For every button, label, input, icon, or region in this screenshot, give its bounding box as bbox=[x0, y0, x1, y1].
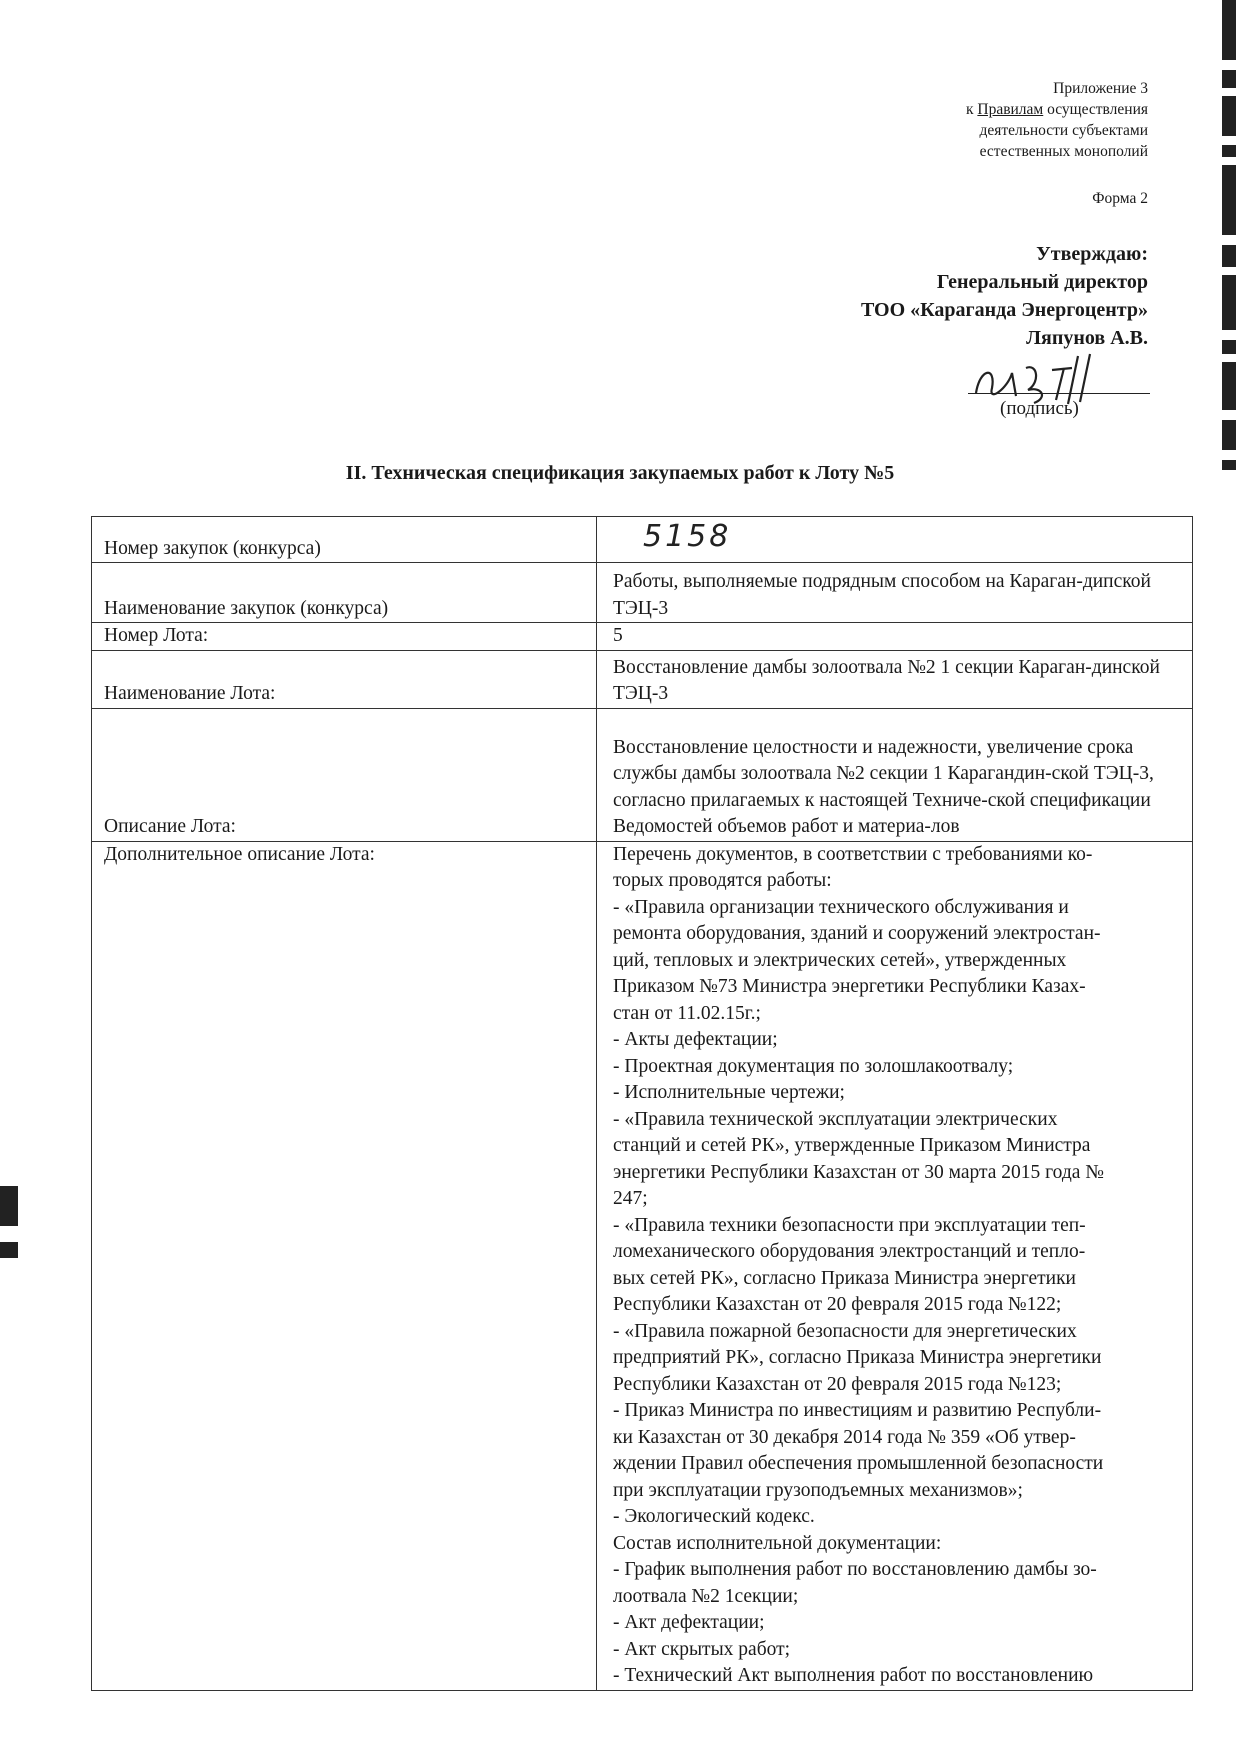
rules-link: Правилам bbox=[977, 101, 1044, 118]
row-value bbox=[597, 841, 1193, 1690]
row-label: Описание Лота: bbox=[92, 708, 597, 841]
additional-description bbox=[613, 842, 1188, 1690]
appendix-line: деятельности субъектами bbox=[979, 122, 1148, 139]
approval-company: ТОО «Караганда Энергоцентр» bbox=[860, 299, 1148, 321]
description-line: - График выполнения работ по восстановлению дамбы зо- bbox=[613, 1559, 1097, 1580]
table-row bbox=[92, 517, 1193, 563]
appendix-line: Приложение 3 bbox=[1053, 80, 1148, 97]
description-line: стан от 11.02.15г.; bbox=[613, 1002, 761, 1024]
table-row bbox=[92, 650, 1193, 708]
table-row bbox=[92, 623, 1193, 651]
description-line: предприятий РК», согласно Приказа Министра энергетики bbox=[613, 1347, 1102, 1368]
description-line: - «Правила технической эксплуатации электрических bbox=[613, 1108, 1058, 1130]
description-line: ки Казахстан от 30 декабря 2014 года № 359 «Об утвер- bbox=[613, 1426, 1076, 1448]
scan-edge-mark bbox=[0, 1242, 18, 1258]
description-line: - «Правила пожарной безопасности для энергетических bbox=[613, 1320, 1077, 1342]
description-line: - Экологический кодекс. bbox=[613, 1506, 815, 1527]
form-label: Форма 2 bbox=[1092, 190, 1148, 207]
description-line: Перечень документов, в соответствии с требованиями ко- bbox=[613, 843, 1093, 865]
description-line: вых сетей РК», согласно Приказа Министра энергетики bbox=[613, 1267, 1076, 1289]
signature-line bbox=[968, 393, 1150, 394]
signature-caption: (подпись) bbox=[1000, 398, 1079, 419]
row-value: Восстановление дамбы золоотвала №2 1 секции Караган-динской ТЭЦ-3 bbox=[597, 650, 1193, 708]
row-value: Восстановление целостности и надежности, увеличение срока службы дамбы золоотвала №2 секции 1 Карагандин-ской ТЭЦ-3, согласно прилагаемых к настоящей Техниче-ской спецификации Ведомостей объемов работ и материа-лов bbox=[597, 708, 1193, 841]
approval-heading: Утверждаю: bbox=[1036, 243, 1148, 265]
description-line: - Акт дефектации; bbox=[613, 1612, 765, 1633]
row-label: Наименование закупок (конкурса) bbox=[92, 563, 597, 623]
description-line: ций, тепловых и электрических сетей», утвержденных bbox=[613, 949, 1067, 971]
row-label: Дополнительное описание Лота: bbox=[92, 841, 597, 1690]
description-line: - Акт скрытых работ; bbox=[613, 1638, 791, 1660]
description-line: ремонта оборудования, зданий и сооружений электростан- bbox=[613, 923, 1101, 944]
section-title: II. Техническая спецификация закупаемых работ к Лоту №5 bbox=[345, 462, 895, 484]
description-line: Республики Казахстан от 20 февраля 2015 года №123; bbox=[613, 1373, 1062, 1395]
description-line: станций и сетей РК», утвержденные Приказом Министра bbox=[613, 1135, 1091, 1156]
description-line: - Исполнительные чертежи; bbox=[613, 1082, 845, 1103]
approval-position: Генеральный директор bbox=[936, 271, 1148, 293]
description-line: ломеханического оборудования электростанций и тепло- bbox=[613, 1241, 1086, 1262]
description-line: Приказом №73 Министра энергетики Республики Казах- bbox=[613, 976, 1086, 997]
description-line: 247; bbox=[613, 1188, 648, 1209]
approval-block bbox=[688, 240, 1148, 352]
description-line: - «Правила организации технического обслуживания и bbox=[613, 896, 1069, 918]
table-row bbox=[92, 841, 1193, 1690]
row-value: Работы, выполняемые подрядным способом на Караган-дипской ТЭЦ-3 bbox=[597, 563, 1193, 623]
description-line: ждении Правил обеспечения промышленной безопасности bbox=[613, 1453, 1104, 1474]
scan-barcode-strip bbox=[1218, 0, 1240, 1754]
approval-name: Ляпунов А.В. bbox=[1026, 327, 1148, 349]
description-line: Республики Казахстан от 20 февраля 2015 года №122; bbox=[613, 1294, 1062, 1315]
description-line: лоотвала №2 1секции; bbox=[613, 1585, 799, 1607]
row-value: 5 bbox=[597, 623, 1193, 651]
description-line: - Акты дефектации; bbox=[613, 1029, 778, 1050]
description-line: - Приказ Министра по инвестициям и развитию Республи- bbox=[613, 1400, 1102, 1421]
description-line: Состав исполнительной документации: bbox=[613, 1532, 942, 1554]
row-label: Наименование Лота: bbox=[92, 650, 597, 708]
row-value bbox=[597, 517, 1193, 563]
description-line: - Технический Акт выполнения работ по восстановлению bbox=[613, 1665, 1094, 1686]
row-label: Номер Лота: bbox=[92, 623, 597, 651]
table-row bbox=[92, 563, 1193, 623]
description-line: - Проектная документация по золошлакоотвалу; bbox=[613, 1055, 1014, 1077]
scan-edge-mark bbox=[0, 1186, 18, 1226]
description-line: при эксплуатации грузоподъемных механизмов»; bbox=[613, 1479, 1023, 1501]
appendix-header bbox=[848, 78, 1148, 162]
description-line: торых проводятся работы: bbox=[613, 870, 832, 891]
description-line: энергетики Республики Казахстан от 30 марта 2015 года № bbox=[613, 1161, 1104, 1183]
row-label: Номер закупок (конкурса) bbox=[92, 517, 597, 563]
appendix-line: к Правилам осуществления bbox=[965, 101, 1148, 118]
purchase-number-handwritten: 5158 bbox=[643, 519, 732, 555]
description-line: - «Правила техники безопасности при эксплуатации теп- bbox=[613, 1214, 1086, 1236]
appendix-line: естественных монополий bbox=[979, 143, 1148, 160]
spec-table bbox=[91, 516, 1193, 1691]
table-row bbox=[92, 708, 1193, 841]
